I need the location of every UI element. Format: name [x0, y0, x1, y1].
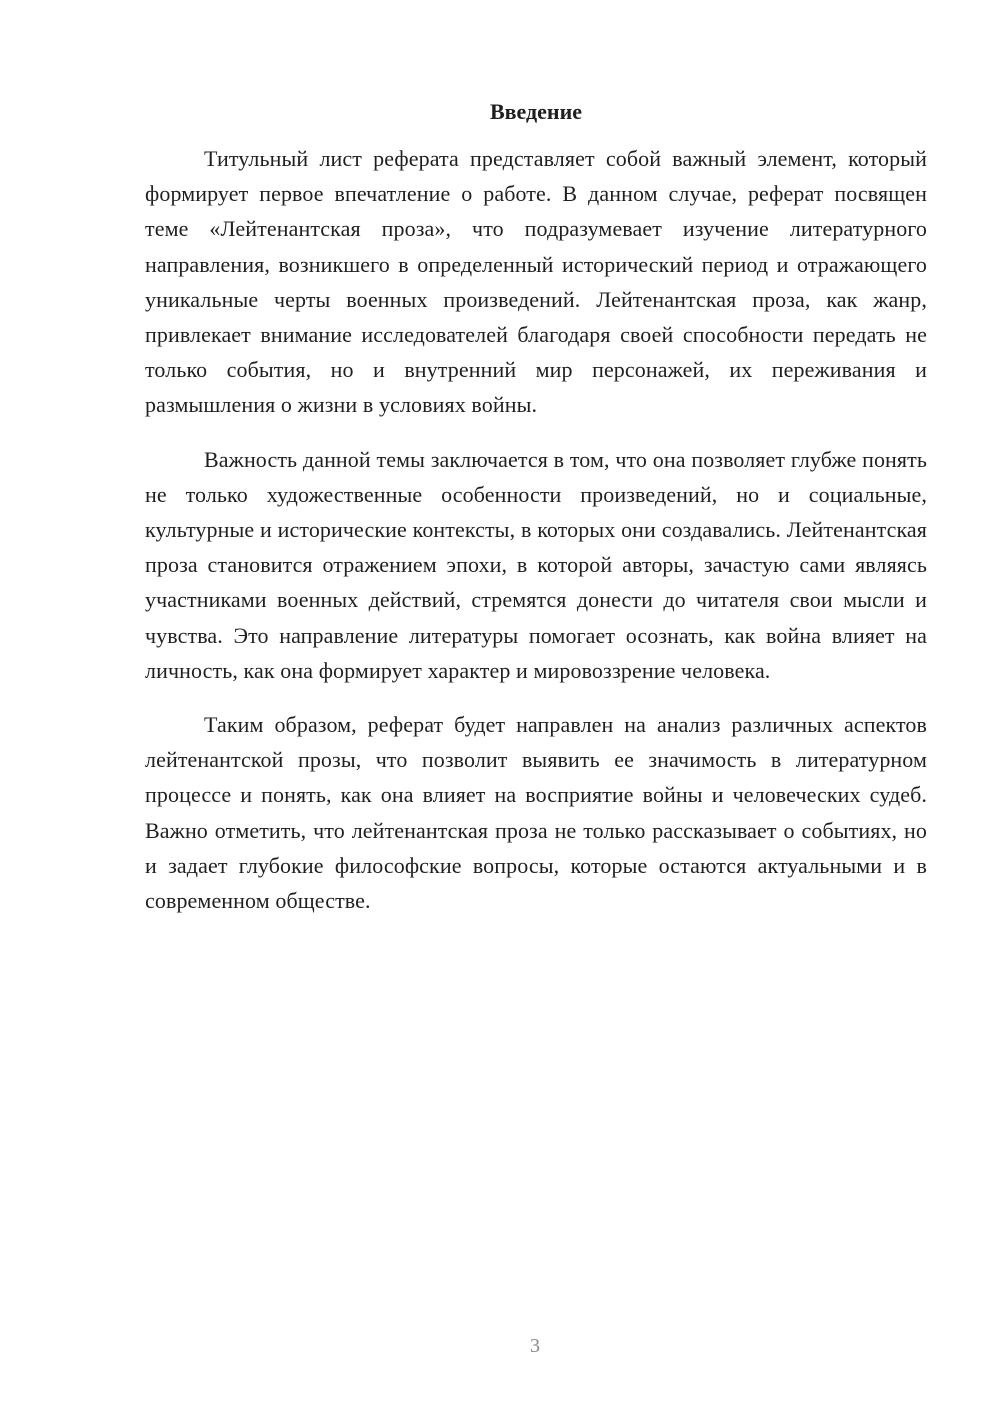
paragraph-3: Таким образом, реферат будет направлен на анализ различных аспектов лейтенантской прозы, что позволит выявить ее значимость в литературном процессе и понять, как она влияет на восприятие войны и человеческих судеб. Важно отметить, что лейтенантская проза не только рассказывает о событиях, но и задает глубокие философские вопросы, которые остаются актуальными и в современном обществе. [145, 712, 927, 914]
paragraph-2: Важность данной темы заключается в том, что она позволяет глубже понять не только художественные особенности произведений, но и социальные, культурные и исторические контексты, в которых они создавались. Лейтенантская проза становится отражением эпохи, в которой авторы, зачастую сами являясь участниками военных действий, стремятся донести до читателя свои мысли и чувства. Это направление литературы помогает осознать, как война влияет на личность, как она формирует характер и мировоззрение человека. [145, 446, 927, 683]
document-body [145, 94, 927, 937]
paragraph-1: Титульный лист реферата представляет собой важный элемент, который формирует первое впечатление о работе. В данном случае, реферат посвящен теме «Лейтенантская проза», что подразумевает изучение литературного направления, возникшего в определенный исторический период и отражающего уникальные черты военных произведений. Лейтенантская проза, как жанр, привлекает внимание исследователей благодаря своей способности передать не только события, но и внутренний мир персонажей, их переживания и размышления о жизни в условиях войны. [145, 146, 927, 418]
page-number: 3 [530, 1335, 540, 1357]
section-heading: Введение [489, 99, 583, 124]
